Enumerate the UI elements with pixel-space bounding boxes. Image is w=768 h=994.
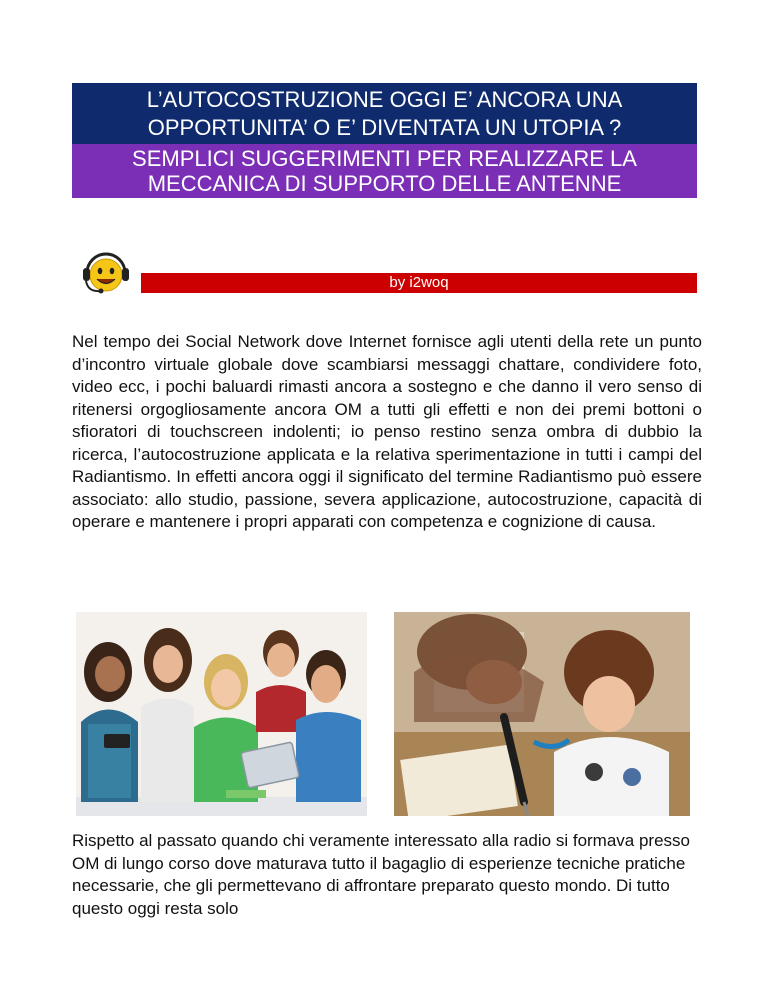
group-photo-image [76, 612, 367, 816]
subtitle-line-1: SEMPLICI SUGGERIMENTI PER REALIZZARE LA [132, 146, 637, 171]
smiley-headset-icon [80, 246, 132, 298]
page-subtitle [72, 144, 697, 198]
author-label: by i2woq [389, 274, 449, 291]
author-row [80, 246, 700, 298]
body-paragraph-2: Rispetto al passato quando chi veramente interessato alla radio si formava presso OM di lungo corso dove maturava tutto il bagaglio di esperienze tecniche pratiche necessarie, che gli permettevano di affrontare preparato questo mondo. Di tutto questo oggi resta solo [72, 831, 691, 918]
author-bar [141, 273, 697, 293]
title-line-1: L’AUTOCOSTRUZIONE OGGI E’ ANCORA UNA [146, 87, 623, 112]
title-line-2: OPPORTUNITA’ O E’ DIVENTATA UN UTOPIA ? [147, 115, 622, 140]
page-title [72, 83, 697, 144]
title-block [72, 83, 697, 198]
body-paragraph-1: Nel tempo dei Social Network dove Internet fornisce agli utenti della rete un punto d’incontro virtuale globale dove scambiarsi messaggi chattare, condividere foto, video ecc, i pochi baluardi rimasti ancora a sostegno e che danno il vero senso di ritenersi orgogliosamente ancora OM a tutti gli effetti e non dei premi bottoni o sfioratori di touchscreen indolenti; io penso restino senza ombra di dubbio la ricerca, l’autocostruzione applicata e la relativa sperimentazione in tutti i campi del Radiantismo. In effetti ancora oggi il significato del termine Radiantismo può essere associato: allo studio, passione, severa applicazione, autocostruzione, capacità di operare e mantenere i propri apparati con competenza e cognizione di causa. [72, 332, 702, 531]
soldering-photo-image [394, 612, 690, 816]
subtitle-line-2: MECCANICA DI SUPPORTO DELLE ANTENNE [147, 171, 622, 196]
